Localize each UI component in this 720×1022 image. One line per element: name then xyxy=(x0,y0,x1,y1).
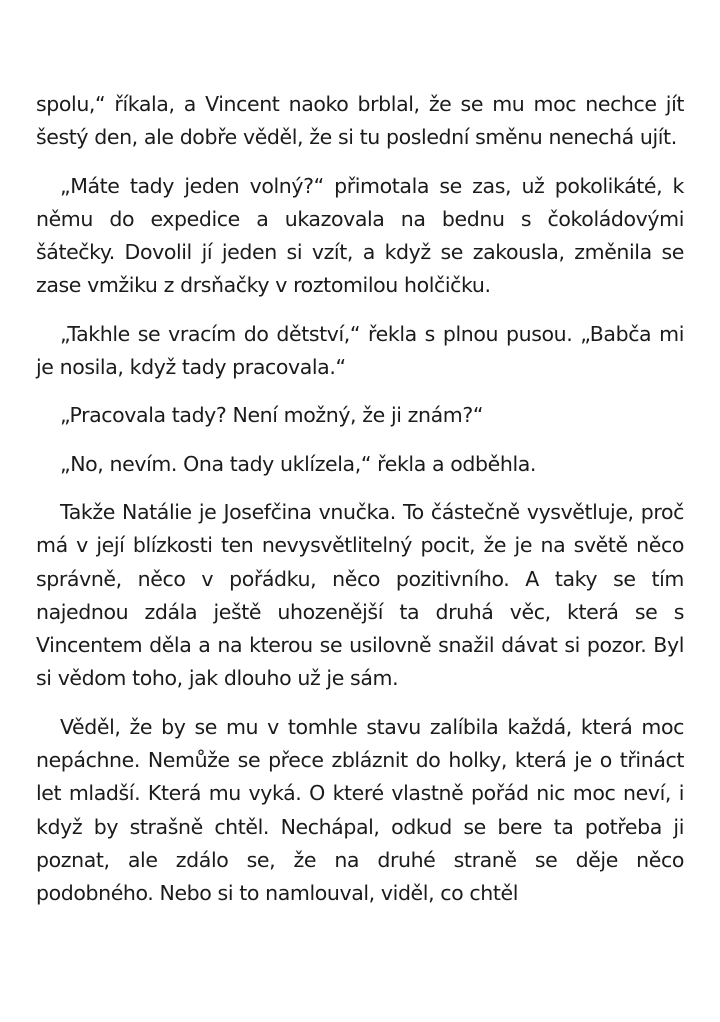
paragraph-3: „Takhle se vracím do dětství,“ řekla s plnou pusou. „Babča mi je nosila, když tady pracovala.“ xyxy=(36,321,684,380)
book-page xyxy=(36,88,684,926)
paragraph-4: „Pracovala tady? Není možný, že ji znám?“ xyxy=(60,403,484,428)
paragraph-6: Takže Natálie je Josefčina vnučka. To částečně vysvětluje, proč má v její blízkosti ten nevysvětlitelný pocit, že je na světě něco správně, něco v pořádku, něco pozitivního. A taky se tím najednou zdála ještě uhozenější ta druhá věc, která se s Vincentem děla a na kterou se usilovně snažil dávat si pozor. Byl si vědom toho, jak dlouho už je sám. xyxy=(36,499,684,691)
paragraph-5: „No, nevím. Ona tady uklízela,“ řekla a odběhla. xyxy=(60,451,537,476)
paragraph-1: spolu,“ říkala, a Vincent naoko brblal, že se mu moc nechce jít šestý den, ale dobře věděl, že si tu poslední směnu nenechá ujít. xyxy=(36,92,684,150)
paragraph-7: Věděl, že by se mu v tomhle stavu zalíbila každá, která moc nepáchne. Nemůže se přece zbláznit do holky, která je o třináct let mladší. Která mu vyká. O které vlastně pořád nic moc neví, i když by strašně chtěl. Nechápal, odkud se bere ta potřeba ji poznat, ale zdálo se, že na druhé straně se děje něco podobného. Nebo si to namlouval, viděl, co chtěl xyxy=(36,714,684,906)
paragraph-2: „Máte tady jeden volný?“ přimotala se zas, už pokolikáté, k němu do expedice a ukazovala na bednu s čokoládovými šátečky. Dovolil jí jeden si vzít, a když se zakousla, změnila se zase vmžiku z drsňačky v roztomilou holčičku. xyxy=(36,173,684,298)
